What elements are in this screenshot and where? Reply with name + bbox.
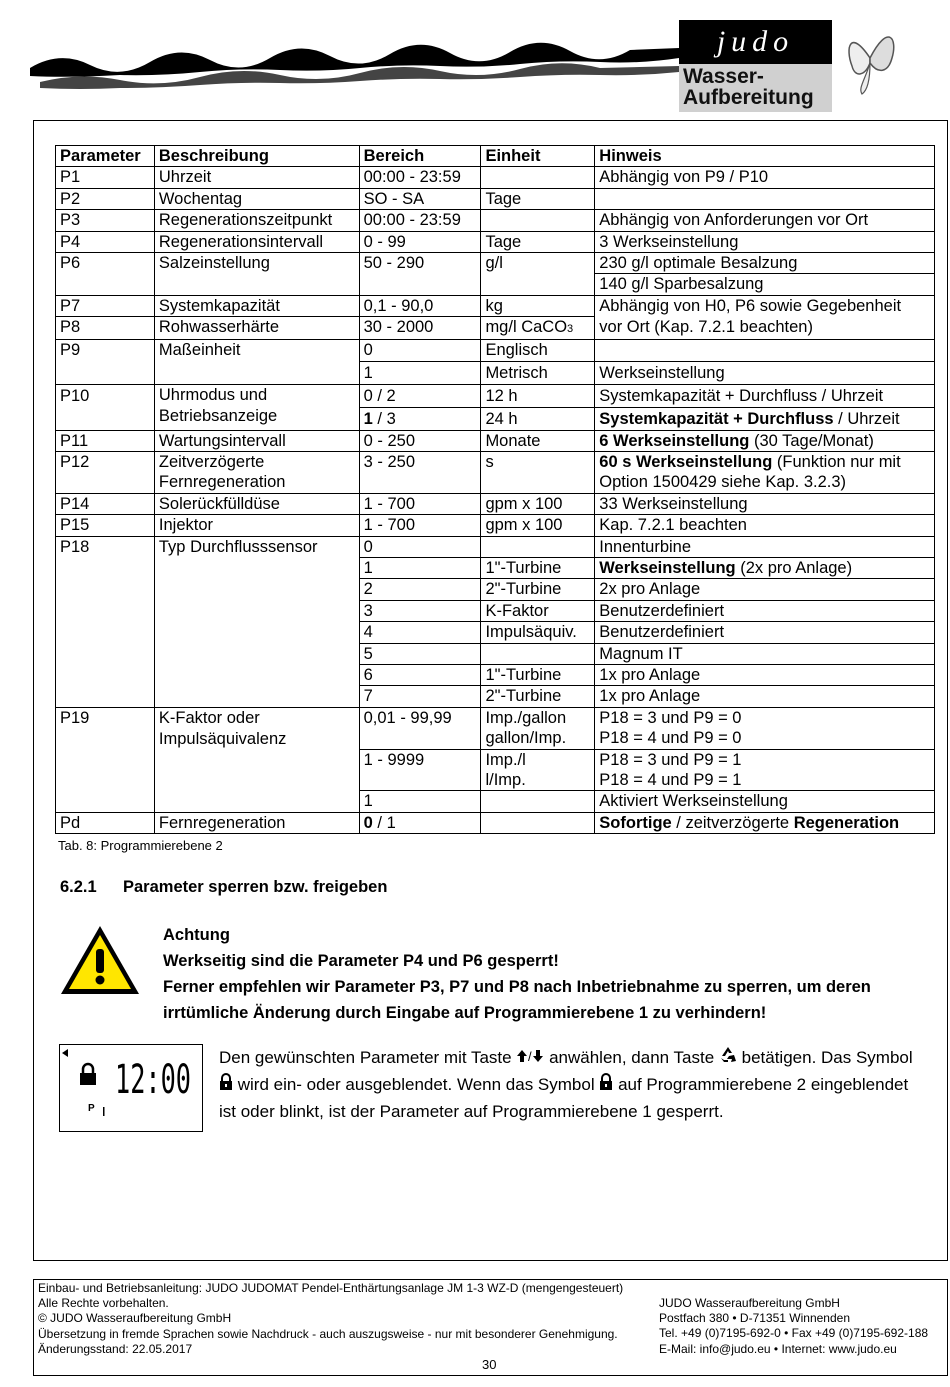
cell-unit: Tage [481,188,595,209]
cell-range: 0 [359,340,481,361]
header-bereich: Bereich [359,146,481,167]
cell-unit: 2"-Turbine [481,579,595,600]
table-header-row [56,146,935,167]
header-einheit: Einheit [481,146,595,167]
lcd-illustration [60,1045,202,1131]
cell-note: P18 = 3 und P9 = 1 [595,749,935,770]
judo-logo [679,20,832,112]
cell-note: Werkseinstellung [595,361,935,384]
cell-unit: s [481,451,595,493]
cell-note: Benutzerdefiniert [595,622,935,643]
cell-range: 3 [359,600,481,621]
section-number: 6.2.1 [60,878,97,896]
lock-icon [219,1071,233,1098]
cell-unit [481,643,595,664]
cell-note: 33 Werkseinstellung [595,493,935,514]
cell-param: P2 [56,188,155,209]
cell-note: 2x pro Anlage [595,579,935,600]
logo-line-2: Aufbereitung [683,86,814,109]
cell-param: P9 [56,340,155,384]
cell-range: 7 [359,686,481,707]
cell-param: P18 [56,536,155,707]
cell-note: Abhängig von H0, P6 sowie Gegebenheit vor Ort (Kap. 7.2.1 beachten) [595,295,935,339]
cell-param: P11 [56,430,155,451]
table-row [56,167,935,188]
cell-range: 00:00 - 23:59 [359,167,481,188]
cell-unit: Imp./gallon [481,707,595,728]
cell-note: 1x pro Anlage [595,686,935,707]
cell-desc: Fernregeneration [154,812,359,833]
cell-note: P18 = 3 und P9 = 0 [595,707,935,728]
warning-line-2: Ferner empfehlen wir Parameter P3, P7 und P8 nach Inbetriebnahme zu sperren, um deren irrtümliche Änderung durch Eingabe auf Programmierebene 1 zu verhindern! [163,978,871,1022]
logo-line-1: Wasser- [683,65,764,88]
cell-note [595,340,935,361]
cell-note: Systemkapazität + Durchfluss / Uhrzeit [595,407,935,430]
recycle-icon [719,1044,737,1071]
cell-note: Abhängig von P9 / P10 [595,167,935,188]
table-caption: Tab. 8: Programmierebene 2 [58,838,223,853]
up-down-arrow-icon [516,1044,544,1071]
cell-range: 0,1 - 90,0 [359,295,481,316]
cell-note: 1x pro Anlage [595,665,935,686]
cell-range: 0 - 250 [359,430,481,451]
cell-unit: gallon/Imp. [481,728,595,749]
cell-unit [481,812,595,833]
cell-unit: gpm x 100 [481,515,595,536]
cell-range: 1 - 700 [359,515,481,536]
table-row [56,812,935,833]
page-number: 30 [482,1357,497,1372]
cell-range: 1 / 3 [359,407,481,430]
cell-desc: Rohwasserhärte [154,317,359,340]
footer-left: Einbau- und Betriebsanleitung: JUDO JUDOMAT Pendel-Enthärtungsanlage JM 1-3 WZ-D (mengengesteuert) Alle Rechte vorbehalten. © JUDO Wasseraufbereitung GmbH Übersetzung in fremde Sprachen sowie Nachdruck - auch auszugsweise - nur mit besonderer Genehmigung. Änderungsstand: 22.05.2017 [38,1281,624,1356]
cell-note: Sofortige / zeitverzögerte Regeneration [595,812,935,833]
lcd-display [59,1044,203,1132]
cell-note: P18 = 4 und P9 = 1 [595,770,935,791]
wave-banner [0,20,700,110]
cell-range: 0 - 99 [359,231,481,252]
lock-icon [599,1071,613,1098]
svg-text:/: / [528,1049,532,1064]
cell-unit: 1"-Turbine [481,558,595,579]
cell-param: P4 [56,231,155,252]
cell-param: P10 [56,384,155,430]
cell-desc: K-Faktor oder Impulsäquivalenz [154,707,359,812]
cell-unit [481,167,595,188]
corner-marker-icon [62,1049,68,1057]
table-row [56,340,935,361]
cell-note: 140 g/l Sparbesalzung [595,274,935,295]
cell-unit: Imp./l [481,749,595,770]
cell-note [595,188,935,209]
cell-range: 1 - 700 [359,493,481,514]
cell-unit: Metrisch [481,361,595,384]
cell-desc: Uhrzeit [154,167,359,188]
cell-range: 4 [359,622,481,643]
cell-note: Aktiviert Werkseinstellung [595,791,935,812]
cell-note: Werkseinstellung (2x pro Anlage) [595,558,935,579]
cell-range: 30 - 2000 [359,317,481,340]
cell-unit: 1"-Turbine [481,665,595,686]
cell-desc: Salzeinstellung [154,252,359,295]
cell-desc: Zeitverzögerte Fernregeneration [154,451,359,493]
lock-icon [80,1064,96,1085]
cell-unit: g/l [481,252,595,295]
cell-note: 6 Werkseinstellung (30 Tage/Monat) [595,430,935,451]
cell-range: 0 / 1 [359,812,481,833]
lcd-digits: 12:00 [115,1057,191,1103]
cell-param: Pd [56,812,155,833]
cell-param: P15 [56,515,155,536]
cell-unit: K-Faktor [481,600,595,621]
cell-desc: Maßeinheit [154,340,359,384]
cell-note: Systemkapazität + Durchfluss / Uhrzeit [595,384,935,407]
cell-range: 5 [359,643,481,664]
header-hinweis: Hinweis [595,146,935,167]
cell-note: 60 s Werkseinstellung (Funktion nur mit Option 1500429 siehe Kap. 3.2.3) [595,451,935,493]
cell-range: 00:00 - 23:59 [359,210,481,231]
cell-unit [481,791,595,812]
cell-note: Magnum IT [595,643,935,664]
cell-unit: Tage [481,231,595,252]
cell-unit: Impulsäquiv. [481,622,595,643]
table-row [56,707,935,728]
warning-block [163,922,903,1026]
lcd-p-label: P [88,1103,95,1114]
cell-range: 1 [359,791,481,812]
table-row [56,515,935,536]
cell-unit: Englisch [481,340,595,361]
table-row [56,295,935,316]
parameter-table [55,145,935,834]
cell-desc: Injektor [154,515,359,536]
lcd-segment [103,1107,105,1116]
cell-unit: 2"-Turbine [481,686,595,707]
warning-triangle-icon [58,923,142,997]
cell-desc: Uhrmodus und Betriebsanzeige [154,384,359,430]
cell-unit [481,536,595,557]
cell-desc: Typ Durchflusssensor [154,536,359,707]
cell-note: Innenturbine [595,536,935,557]
butterfly-icon [840,18,900,96]
cell-param: P1 [56,167,155,188]
cell-param: P6 [56,252,155,295]
table-row [56,188,935,209]
cell-range: 2 [359,579,481,600]
page-header [0,0,950,115]
cell-note: Kap. 7.2.1 beachten [595,515,935,536]
cell-param: P19 [56,707,155,812]
cell-range: 3 - 250 [359,451,481,493]
table-row [56,252,935,273]
table-row [56,210,935,231]
cell-desc: Wochentag [154,188,359,209]
cell-range: 50 - 290 [359,252,481,295]
cell-range: 1 [359,558,481,579]
cell-param: P14 [56,493,155,514]
cell-param: P3 [56,210,155,231]
cell-desc: Wartungsintervall [154,430,359,451]
table-row [56,384,935,407]
cell-param: P7 [56,295,155,316]
section-title: Parameter sperren bzw. freigeben [123,878,388,896]
cell-unit: 12 h [481,384,595,407]
logo-word: judo [679,20,832,64]
warning-heading: Achtung [163,926,230,944]
cell-desc: Systemkapazität [154,295,359,316]
cell-range: 0 / 2 [359,384,481,407]
cell-unit: 24 h [481,407,595,430]
cell-note: 3 Werkseinstellung [595,231,935,252]
cell-note: Abhängig von Anforderungen vor Ort [595,210,935,231]
warning-line-1: Werkseitig sind die Parameter P4 und P6 gesperrt! [163,952,559,970]
cell-unit: mg/l CaCO3 [481,317,595,340]
cell-param: P8 [56,317,155,340]
cell-desc: Solerückfülldüse [154,493,359,514]
cell-unit [481,210,595,231]
cell-desc: Regenerationsintervall [154,231,359,252]
cell-range: 0 [359,536,481,557]
instruction-text: Den gewünschten Parameter mit Taste / anwählen, dann Taste betätigen. Das Symbol wird ein- oder ausgeblendet. Wenn das Symbol auf Programmierebene 2 eingeblendet ist oder blinkt, ist der Parameter auf Programmierebene 1 gesperrt. [219,1044,919,1125]
table-row [56,451,935,493]
cell-note: Benutzerdefiniert [595,600,935,621]
table-row [56,536,935,557]
cell-desc: Regenerationszeitpunkt [154,210,359,231]
cell-note: 230 g/l optimale Besalzung [595,252,935,273]
cell-range: 1 [359,361,481,384]
table-row [56,430,935,451]
cell-range: SO - SA [359,188,481,209]
table-row [56,231,935,252]
table-row [56,493,935,514]
cell-range: 6 [359,665,481,686]
footer-right: JUDO Wasseraufbereitung GmbH Postfach 380 • D-71351 Winnenden Tel. +49 (0)7195-692-0 • Fax +49 (0)7195-692-188 E-Mail: info@judo.eu • Internet: www.judo.eu [659,1296,929,1356]
header-parameter: Parameter [56,146,155,167]
cell-unit: kg [481,295,595,316]
cell-unit: l/Imp. [481,770,595,791]
cell-range: 0,01 - 99,99 [359,707,481,749]
cell-unit: gpm x 100 [481,493,595,514]
header-beschreibung: Beschreibung [154,146,359,167]
cell-unit: Monate [481,430,595,451]
cell-param: P12 [56,451,155,493]
cell-note: P18 = 4 und P9 = 0 [595,728,935,749]
cell-range: 1 - 9999 [359,749,481,791]
